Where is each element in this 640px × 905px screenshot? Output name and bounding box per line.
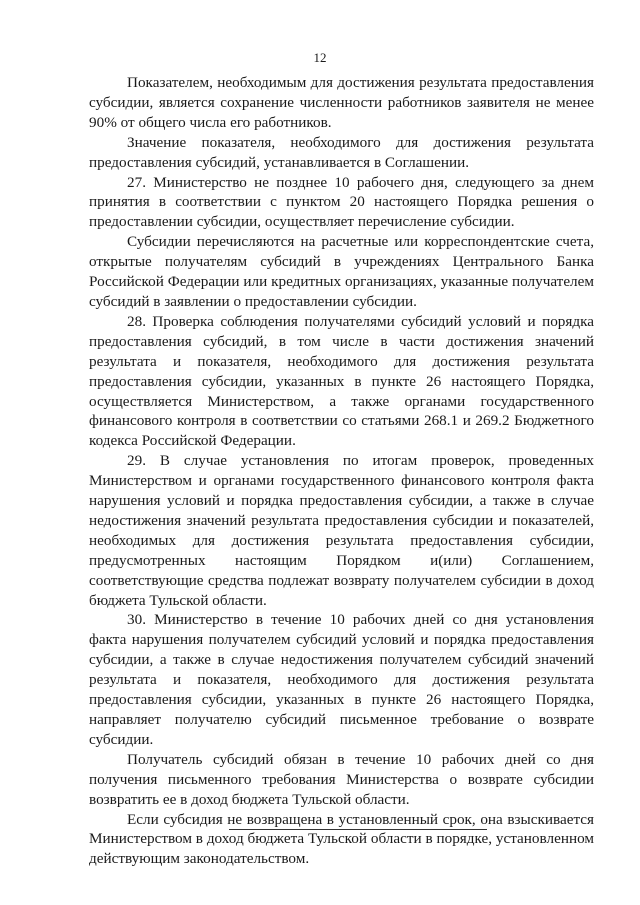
paragraph-clause-27: 27. Министерство не позднее 10 рабочего дня, следующего за днем принятия в соответствии с пунктом 20 настоящего Порядка решения о предоставлении субсидии, осуществляет перечисление субсидии. [89, 173, 594, 231]
paragraph-clause-29: 29. В случае установления по итогам проверок, проведенных Министерством и органами государственного финансового контроля факта нарушения условий и порядка предоставления субсидии, а также в случае недостижения значений результата предоставления субсидии и показателей, необходимых для достижения результата предоставления субсидии, предусмотренных настоящим Порядком и(или) Соглашением, соответствующие средства подлежат возврату получателем субсидии в доход бюджета Тульской области. [89, 452, 594, 609]
paragraph-indicator-value: Значение показателя, необходимого для достижения результата предоставления субсидий, устанавливается в Соглашении. [89, 133, 594, 171]
paragraph-indicator: Показателем, необходимым для достижения результата предоставления субсидии, является сохранение численности работников заявителя не менее 90% от общего числа его работников. [89, 74, 594, 131]
paragraph-return-obligation: Получатель субсидий обязан в течение 10 рабочих дней со дня получения письменного требования Министерства о возврате субсидии возвратить ее в доход бюджета Тульской области. [89, 750, 594, 808]
end-of-document-rule [229, 829, 487, 830]
paragraph-clause-28: 28. Проверка соблюдения получателями субсидий условий и порядка предоставления субсидий, в том числе в части достижения значений результата и показателя, необходимого для достижения результата предоставления субсидии, указанных в пункте 26 настоящего Порядка, осуществляется Министерством, а также органами государственного финансового контроля в соответствии со статьями 268.1 и 269.2 Бюджетного кодекса Российской Федерации. [89, 312, 594, 450]
page-number: 12 [313, 50, 327, 65]
paragraph-transfer-accounts: Субсидии перечисляются на расчетные или корреспондентские счета, открытые получателям субсидий в учреждениях Центрального Банка Российской Федерации или кредитных организациях, указанные получателем субсидий в заявлении о предоставлении субсидии. [89, 233, 594, 310]
document-body [89, 73, 594, 869]
paragraph-clause-30: 30. Министерство в течение 10 рабочих дней со дня установления факта нарушения получателем субсидий условий и порядка предоставления субсидии, а также в случае недостижения получателем субсидий значений результата и показателя, необходимого для достижения результата предоставления субсидии, указанных в пункте 26 настоящего Порядка, направляет получателю субсидий письменное требование о возврате субсидии. [89, 611, 594, 748]
paragraph-recovery: Если субсидия не возвращена в установленный срок, она взыскивается Министерством в доход бюджета Тульской области в порядке, установленном действующим законодательством. [89, 810, 594, 868]
